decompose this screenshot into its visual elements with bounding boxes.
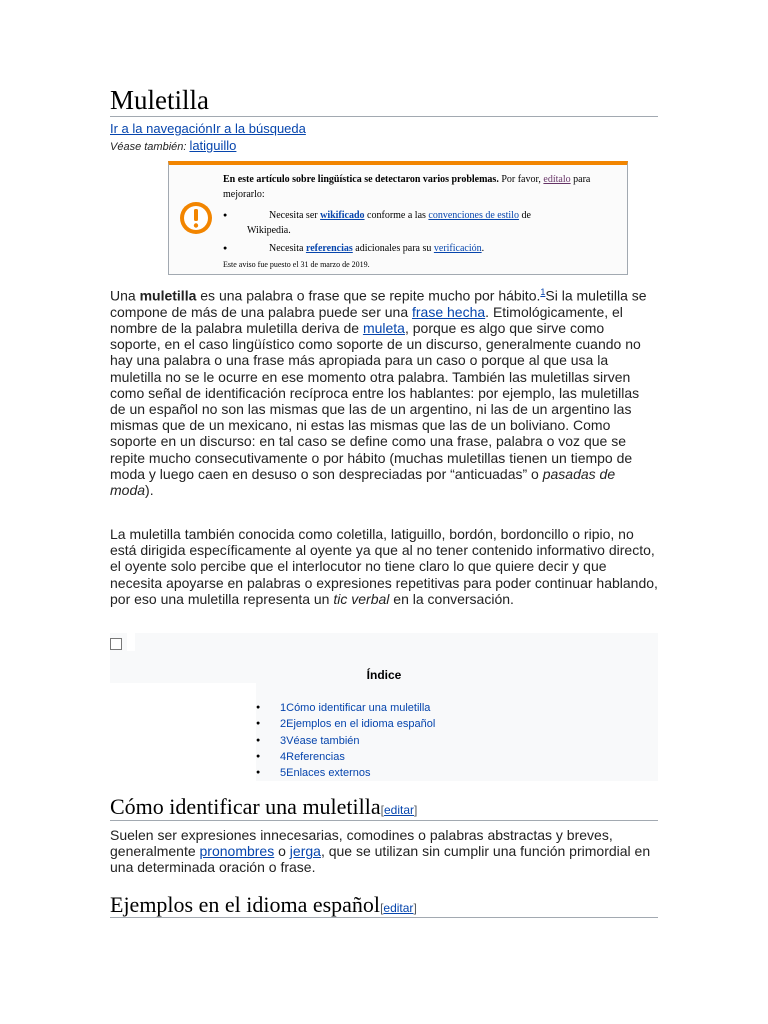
toc-number: 4 (280, 750, 287, 763)
toc-label: Enlaces externos (286, 767, 371, 780)
toc-gap (127, 633, 135, 651)
pronombres-link[interactable]: pronombres (199, 843, 275, 860)
toc-number: 5 (280, 767, 287, 780)
notice-date: Este aviso fue puesto el 31 de marzo de 2019. (223, 260, 370, 269)
edit-link[interactable]: edítalo (543, 174, 571, 185)
issue-text: adicionales para su (352, 243, 434, 254)
see-also-hatnote (110, 138, 236, 155)
section-title: Ejemplos en el idioma español (110, 892, 381, 917)
toc-label: Cómo identificar una muletilla (286, 702, 431, 714)
warning-icon (179, 201, 213, 235)
text: o (274, 843, 290, 860)
issue-item-wikify (223, 208, 613, 238)
text: es una palabra o frase que se repite mucho por hábito. (196, 287, 541, 304)
toc-link[interactable] (280, 767, 371, 779)
text: , porque es algo que sirve como soporte, en el caso lingüístico como soporte de un discurso, generalmente cuando no hay una palabra o una frase más apropiada para un caso o porque al que usa la muletilla no se le ocurre en ese momento otra palabra. También las muletillas sirven como señal de identificación recíproca entre los hablantes: por ejemplo, las muletillas de un español no son las mismas que las de un argentino, ni las de un argentino las mismas que de un mexicano, ni estas las mismas que las de un boliviano. Como soporte en un discurso: en tal caso se define como una frase, palabra o voz que se repite mucho consecutivamente o por hábito (muchas muletillas tienen un tiempo de moda y luego caen en desuso o son despreciadas por “anticuadas” o (110, 320, 641, 482)
jerga-link[interactable]: jerga (289, 843, 321, 860)
wikificado-link[interactable]: wikificado (320, 210, 365, 221)
text: ). (145, 482, 154, 499)
section-edit (381, 803, 418, 817)
italic-text: pasadas de moda (110, 465, 616, 499)
italic-text: tic verbal (333, 590, 390, 607)
citation-link[interactable]: 1 (540, 287, 546, 297)
text: La muletilla también conocida como coletilla, latiguillo, bordón, bordoncillo o ripio, no está dirigida específicamente al oyente ya que al no tener contenido informativo directo, el oyente solo percibe que el interlocutor no tiene claro lo que quiere decir y que necesita apoyarse en palabras o expresiones repetitivas para poder continuar hablando, por eso una muletilla representa un (110, 526, 658, 607)
notice-intro (223, 172, 613, 202)
toc-item[interactable] (256, 765, 435, 781)
toc-item[interactable] (256, 716, 435, 732)
issue-text: Necesita (269, 243, 306, 254)
issue-text: conforme a las (364, 210, 429, 221)
style-conventions-link[interactable]: convenciones de estilo (428, 210, 519, 221)
second-paragraph (110, 526, 658, 607)
toc-link[interactable] (280, 702, 430, 714)
section-divider (110, 917, 658, 918)
section-edit-link[interactable]: editar (383, 901, 414, 915)
title-divider (110, 116, 658, 117)
text: . Etimológicamente, el nombre de la palabra muletilla deriva de (110, 303, 623, 337)
toc-item[interactable] (256, 733, 435, 749)
jump-to-search-link[interactable]: Ir a la búsqueda (212, 121, 306, 136)
toc-toggle-checkbox[interactable] (110, 638, 122, 650)
see-also-label: Véase también: (110, 141, 187, 153)
see-also-link[interactable]: latiguillo (189, 138, 237, 153)
toc-item[interactable] (256, 700, 435, 716)
section-edit-link[interactable]: editar (384, 803, 415, 817)
page-title: Muletilla (110, 85, 209, 115)
notice-text (223, 172, 613, 272)
toc-number: 3 (280, 734, 287, 747)
bold-term: muletilla (139, 287, 197, 304)
bracket: ] (414, 803, 418, 817)
issues-list (223, 208, 613, 256)
section-paragraph (110, 827, 658, 876)
bracket: ] (413, 901, 417, 915)
toc-link[interactable] (280, 718, 435, 730)
jump-to-navigation-link[interactable]: Ir a la navegación (110, 121, 213, 136)
toc-number: 1 (280, 702, 287, 714)
text: Suelen ser expresiones innecesarias, comodines o palabras abstractas y breves, generalmente (110, 827, 613, 860)
section-divider (110, 820, 658, 821)
bracket: [ (380, 803, 384, 817)
issue-text: Wikipedia. (247, 225, 291, 236)
text: Una (110, 287, 140, 304)
section-title: Cómo identificar una muletilla (110, 794, 381, 819)
issue-text: de (518, 210, 531, 221)
issue-item-references (223, 241, 613, 256)
toc-title: Índice (366, 668, 402, 682)
toc-link[interactable] (280, 751, 345, 763)
toc-list (256, 700, 435, 781)
verification-link[interactable]: verificación (433, 243, 482, 254)
toc-blank-area (110, 683, 256, 781)
toc-label: Véase también (286, 734, 360, 747)
frase-hecha-link[interactable]: frase hecha (412, 303, 486, 320)
issues-notice-box (168, 161, 628, 275)
text: , que se utilizan sin cumplir una función primordial en una determinada oración o frase. (110, 843, 651, 876)
notice-intro-bold: En este artículo sobre lingüística se detectaron varios problemas. (223, 174, 499, 185)
issue-text: . (481, 243, 485, 254)
issue-text: Necesita ser (269, 210, 321, 221)
toc-number: 2 (280, 718, 287, 731)
references-link[interactable]: referencias (305, 243, 353, 254)
intro-paragraph (110, 284, 658, 498)
text: en la conversación. (389, 590, 514, 607)
text: Si la muletilla se compone de más de una palabra puede ser una (110, 287, 647, 320)
toc-label: Ejemplos en el idioma español (286, 718, 436, 731)
jump-links (110, 121, 306, 137)
notice-intro-end: para mejorarlo: (223, 174, 591, 200)
section-edit (380, 901, 417, 915)
toc-link[interactable] (280, 735, 360, 747)
toc-item[interactable] (256, 749, 435, 765)
toc-label: Referencias (286, 750, 345, 763)
muleta-link[interactable]: muleta (362, 320, 405, 337)
notice-intro-text: Por favor, (498, 174, 544, 185)
bracket: [ (380, 901, 384, 915)
